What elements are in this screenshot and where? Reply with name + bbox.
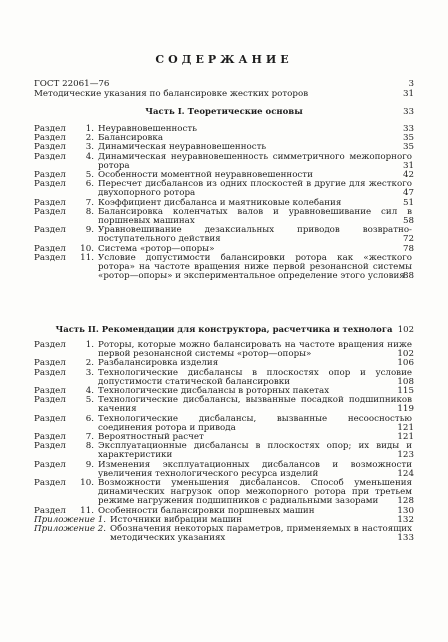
item-page: 88 (402, 271, 414, 282)
item-text: Технологические дисбалансы, вызванные посадкой подшипников качения (98, 395, 412, 415)
item-label: Раздел (34, 340, 66, 350)
part-2-list (34, 341, 414, 543)
appendix-label: Приложение 1. (34, 514, 107, 525)
item-text: Возможности уменьшения дисбалансов. Способ уменьшения динамических нагрузок опор межопорного ротора при третьем режиме нагружения подшипников с радиальными зазорами (98, 478, 412, 507)
item-label: Раздел (34, 505, 66, 516)
appendix-page: 133 (397, 533, 414, 544)
list-item (34, 341, 414, 359)
item-number: 8. (85, 206, 94, 217)
item-label: Раздел (34, 367, 66, 378)
item-number: 8. (85, 441, 94, 452)
item-text: Коэффициент дисбаланса и маятниковые колебания (98, 197, 342, 208)
part-2-page: 102 (397, 325, 414, 335)
list-item (34, 369, 414, 387)
item-label: Раздел (34, 170, 66, 181)
part-1-title: Теоретические основы (187, 107, 303, 117)
item-page: 124 (397, 468, 414, 479)
item-page: 47 (402, 188, 414, 199)
item-text: Неуравновешенность (98, 124, 197, 134)
item-number: 1. (85, 124, 94, 134)
appendix-page: 132 (397, 514, 414, 525)
item-page: 31 (402, 160, 414, 171)
item-page: 51 (402, 197, 414, 208)
item-text: Эксплуатационные дисбалансы в плоскостях опор; их виды и характеристики (98, 441, 412, 461)
list-item (34, 208, 414, 226)
item-label: Раздел (34, 179, 66, 190)
item-number: 5. (85, 170, 94, 181)
guidelines-page: 31 (402, 89, 414, 99)
part-2-title: Рекомендации для конструктора, расчетчика и технолога (101, 325, 393, 335)
page-title: СОДЕРЖАНИЕ (155, 53, 293, 66)
item-page: 42 (402, 170, 414, 181)
item-number: 9. (85, 459, 94, 470)
item-text: Балансировка коленчатых валов и уравновешивание сил в поршневых машинах (98, 206, 412, 227)
part-2-heading (34, 326, 414, 335)
item-text: Технологические дисбалансы в роторных пакетах (98, 386, 330, 397)
item-label: Раздел (34, 133, 66, 144)
item-number: 1. (85, 340, 94, 350)
item-page: 130 (397, 505, 414, 516)
item-page: 35 (402, 133, 414, 144)
list-item (34, 153, 414, 171)
item-text: Особенности балансировки поршневых машин (98, 505, 315, 516)
item-label: Раздел (34, 478, 66, 489)
item-label: Раздел (34, 252, 66, 263)
item-number: 10. (80, 243, 94, 254)
item-label: Раздел (34, 395, 66, 406)
gost-text: ГОСТ 22061—76 (34, 79, 110, 89)
item-label: Раздел (34, 142, 66, 153)
list-item (34, 254, 414, 282)
list-item (34, 396, 414, 414)
item-label: Раздел (34, 243, 66, 254)
item-number: 3. (85, 367, 94, 378)
item-page: 72 (402, 234, 414, 245)
item-page: 115 (397, 386, 414, 397)
item-label: Раздел (34, 151, 66, 162)
item-text: Особенности моментной неуравновешенности (98, 170, 313, 181)
item-text: Пересчет дисбалансов из одних плоскостей в другие для жесткого двухопорного ротора (98, 179, 412, 199)
guidelines-entry (34, 90, 414, 99)
item-label: Раздел (34, 441, 66, 452)
item-text: Вероятностный расчет (98, 432, 204, 443)
item-label: Раздел (34, 197, 66, 208)
item-text: Балансировка (98, 133, 163, 144)
item-text: Технологические дисбалансы, вызванные несоосностью соединения ротора и привода (98, 413, 412, 433)
item-page: 106 (397, 358, 414, 369)
item-text: Разбалансировка изделия (98, 358, 219, 369)
item-number: 11. (80, 252, 94, 263)
item-number: 10. (80, 478, 94, 489)
item-text: Система «ротор—опоры» (98, 243, 215, 254)
item-number: 9. (85, 225, 94, 236)
item-page: 35 (402, 142, 414, 153)
item-text: Динамическая неуравновешенность симметричного межопорного ротора (98, 151, 412, 171)
list-item (34, 461, 414, 479)
list-item (34, 226, 414, 244)
item-label: Раздел (34, 459, 66, 470)
item-page: 119 (397, 404, 414, 415)
item-number: 3. (85, 142, 94, 153)
item-page: 128 (397, 496, 414, 507)
item-number: 6. (85, 413, 94, 424)
item-page: 108 (397, 376, 414, 387)
item-page: 78 (402, 243, 414, 254)
item-number: 6. (85, 179, 94, 190)
item-label: Раздел (34, 124, 66, 134)
list-item (34, 180, 414, 198)
appendix-text: Источники вибрации машин (110, 514, 242, 525)
list-item (34, 415, 414, 433)
item-label: Раздел (34, 358, 66, 369)
part-1-heading (34, 108, 414, 117)
item-number: 4. (85, 151, 94, 162)
item-text: Условие допустимости балансировки ротора как «жесткого ротора» на частоте вращения ниже первой резонансной системы «ротор—опоры» и экспериментальное определение этого условия (98, 252, 412, 282)
appendix-text: Обозначения некоторых параметров, применяемых в настоящих методических указаниях (110, 524, 412, 544)
item-text: Уравновешивание дезаксиальных приводов возвратно-поступательного действия (98, 225, 412, 245)
item-text: Динамическая неуравновешенность (98, 142, 267, 153)
item-label: Раздел (34, 206, 66, 217)
item-number: 2. (85, 133, 94, 144)
item-label: Раздел (34, 225, 66, 236)
item-text: Роторы, которые можно балансировать на частоте вращения ниже первой резонансной системы «ротор—опоры» (98, 340, 412, 360)
gost-page: 3 (408, 79, 414, 89)
appendix-label: Приложение 2. (34, 524, 107, 535)
item-page: 58 (402, 216, 414, 227)
item-number: 2. (85, 358, 94, 369)
guidelines-text: Методические указания по балансировке жестких роторов (34, 89, 309, 99)
item-number: 5. (85, 395, 94, 406)
item-page: 33 (402, 124, 414, 134)
item-number: 4. (85, 386, 94, 397)
item-page: 121 (397, 432, 414, 443)
item-page: 123 (397, 450, 414, 461)
item-number: 7. (85, 432, 94, 443)
gost-entry (34, 80, 414, 89)
part-2-prefix: Часть II. (55, 325, 99, 335)
item-page: 102 (397, 349, 414, 360)
appendix-item (34, 525, 414, 543)
part-1-list (34, 125, 414, 281)
item-text: Изменения эксплуатационных дисбалансов и возможности увеличения технологического ресурса изделий (98, 459, 412, 479)
item-label: Раздел (34, 386, 66, 397)
item-text: Технологические дисбалансы в плоскостях опор и условие допустимости статической балансировки (98, 367, 412, 387)
list-item (34, 442, 414, 460)
item-number: 11. (80, 505, 94, 516)
item-page: 121 (397, 422, 414, 433)
part-1-prefix: Часть I. (145, 107, 185, 117)
item-number: 7. (85, 197, 94, 208)
item-label: Раздел (34, 432, 66, 443)
part-1-page: 33 (403, 107, 414, 117)
list-item (34, 479, 414, 507)
item-label: Раздел (34, 413, 66, 424)
